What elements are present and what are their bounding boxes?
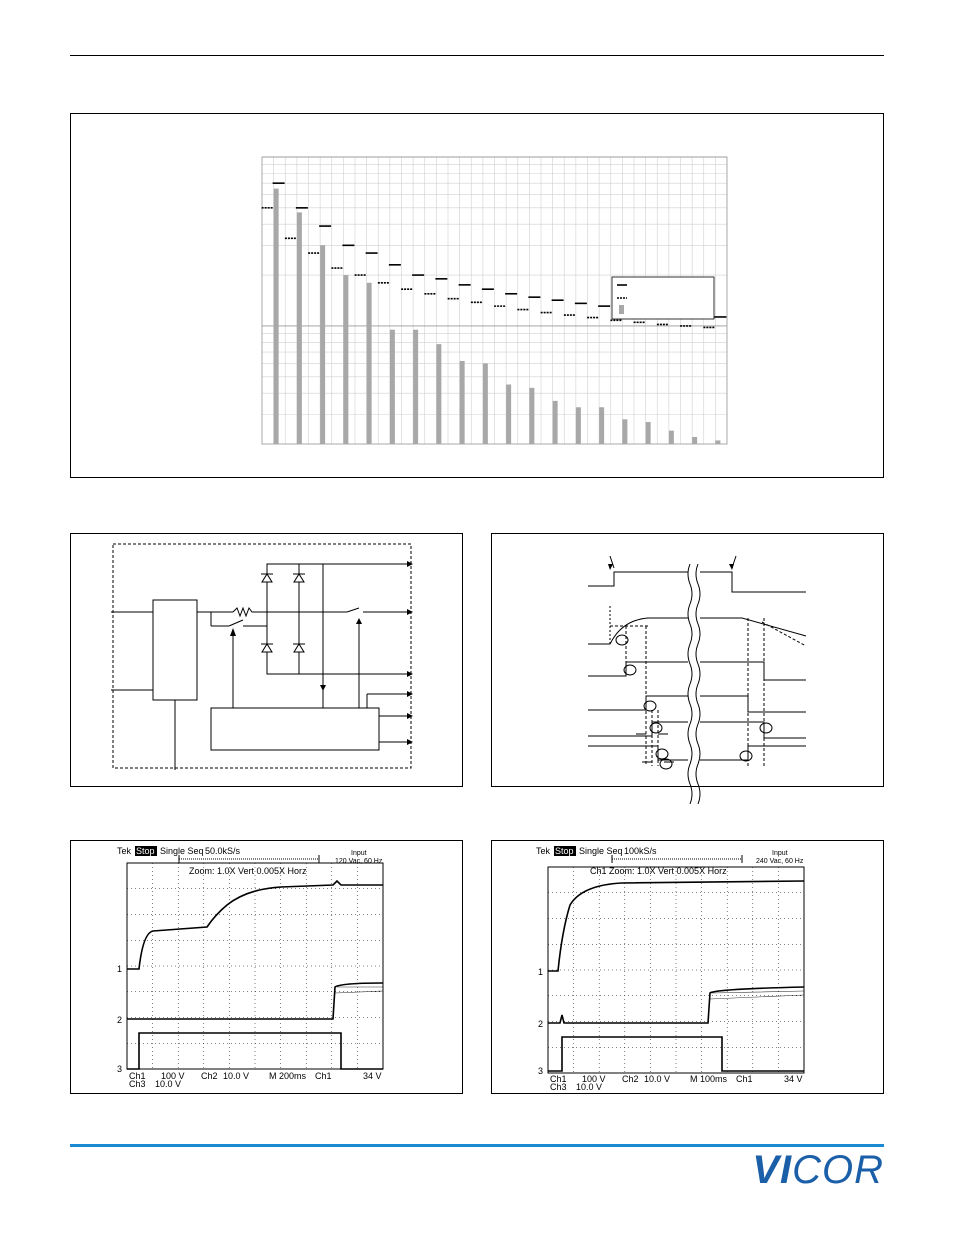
timing-diagram: [492, 534, 885, 788]
scope2-footer-trig-level: 34 V: [784, 1074, 803, 1084]
event-marker: [616, 635, 628, 645]
bridge-diodes: [261, 574, 305, 652]
timing-line-6: [588, 746, 688, 760]
scope1-footer-trig-level: 34 V: [363, 1071, 382, 1081]
scope-zoom: Zoom: 1.0X Vert 0.005X Horz: [189, 866, 307, 876]
scope-header-stop: Stop: [136, 846, 155, 856]
scope2-footer-ch2-scale: 10.0 V: [644, 1074, 671, 1084]
scope2-marker-2: 2: [538, 1019, 544, 1029]
block-diagram-frame: [70, 533, 463, 787]
controller-block: [211, 708, 379, 750]
bar-measured: [669, 431, 674, 444]
chart-legend: [612, 277, 714, 319]
bar-measured: [297, 212, 302, 444]
vicor-logo: [752, 1150, 884, 1190]
header-rule: [70, 55, 884, 56]
bar-measured: [576, 407, 581, 444]
time-break: [688, 564, 692, 804]
scope-frame-2: [491, 840, 884, 1094]
scope-header-label: Input: [772, 850, 788, 857]
scope2-footer-ch2: Ch2: [622, 1074, 639, 1084]
harmonics-chart-frame: [70, 113, 884, 478]
scope2-footer-ch1: Ch1: [550, 1074, 567, 1084]
scope2-footer-trig-src: Ch1: [736, 1074, 753, 1084]
logo-light: COR: [792, 1148, 884, 1192]
scope-screen-2: [492, 841, 885, 1095]
bar-measured: [460, 361, 465, 444]
bar-measured: [367, 283, 372, 444]
scope1-marker-1: 1: [117, 964, 123, 974]
block-diagram: [71, 534, 464, 788]
legend-bar-swatch: [619, 305, 624, 314]
scope-zoom: Ch1 Zoom: 1.0X Vert 0.005X Horz: [590, 866, 727, 876]
timing-diagram-frame: [491, 533, 884, 787]
inrush-resistor: [233, 608, 267, 616]
timing-line-1: [588, 572, 688, 586]
bar-measured: [692, 437, 697, 444]
bar-measured: [343, 275, 348, 444]
bar-measured: [274, 189, 279, 444]
scope1-footer-ch1-scale: 100 V: [161, 1071, 185, 1081]
timing-line-4: [588, 696, 688, 710]
scope1-footer-trig-src: Ch1: [315, 1071, 332, 1081]
scope-header-input: 120 Vac, 60 Hz: [335, 858, 383, 865]
scope2-footer-ch3-scale: 10.0 V: [576, 1082, 603, 1092]
scope-header-tek: Tek: [536, 846, 551, 856]
bar-measured: [529, 388, 534, 444]
scope-header-tek: Tek: [117, 846, 132, 856]
scope-header-rate: 50.0kS/s: [205, 846, 241, 856]
bar-measured: [436, 344, 441, 444]
scope1-footer-ch3: Ch3: [129, 1079, 146, 1089]
harmonics-chart: [71, 114, 885, 479]
bar-measured: [390, 330, 395, 444]
scope-frame-1: [70, 840, 463, 1094]
bar-measured: [320, 245, 325, 444]
scope2-trace-ch1: [548, 881, 804, 971]
scope2-footer-ch1-scale: 100 V: [582, 1074, 606, 1084]
scope2-marker-3: 3: [538, 1066, 544, 1076]
logo-bold: VI: [752, 1148, 793, 1192]
scope1-marker-2: 2: [117, 1015, 123, 1025]
scope1-footer-ch2-scale: 10.0 V: [223, 1071, 250, 1081]
bar-measured: [506, 385, 511, 444]
scope-header-label: Input: [351, 850, 367, 857]
scope-header-input: 240 Vac, 60 Hz: [756, 858, 804, 865]
bar-measured: [646, 422, 651, 444]
scope-header-mode: Single Seq: [579, 846, 623, 856]
scope2-footer-timebase: M 100ms: [690, 1074, 728, 1084]
bar-measured: [599, 407, 604, 444]
scope2-marker-1: 1: [538, 967, 544, 977]
scope-header-mode: Single Seq: [160, 846, 204, 856]
bar-measured: [715, 440, 720, 444]
timing-line-3: [588, 662, 688, 676]
scope2-trace-ch2: [548, 987, 804, 1023]
scope1-marker-3: 3: [117, 1064, 123, 1074]
bar-measured: [483, 363, 488, 444]
scope1-footer-ch3-scale: 10.0 V: [155, 1079, 182, 1089]
timing-line-2: [588, 618, 688, 644]
scope1-footer-ch1: Ch1: [129, 1071, 146, 1081]
bar-measured: [413, 330, 418, 444]
scope-header-rate: 100kS/s: [624, 846, 657, 856]
filter-block: [153, 600, 197, 700]
scope1-footer-ch2: Ch2: [201, 1071, 218, 1081]
scope2-trace-ch3: [548, 1037, 804, 1071]
scope1-footer-timebase: M 200ms: [269, 1071, 307, 1081]
bar-measured: [622, 419, 627, 444]
scope1-trace-ch2: [127, 983, 383, 1019]
scope-header-stop: Stop: [555, 846, 574, 856]
footer-rule: [70, 1144, 884, 1147]
scope2-footer-ch3: Ch3: [550, 1082, 567, 1092]
scope-screen-1: [71, 841, 464, 1095]
bar-measured: [553, 401, 558, 444]
